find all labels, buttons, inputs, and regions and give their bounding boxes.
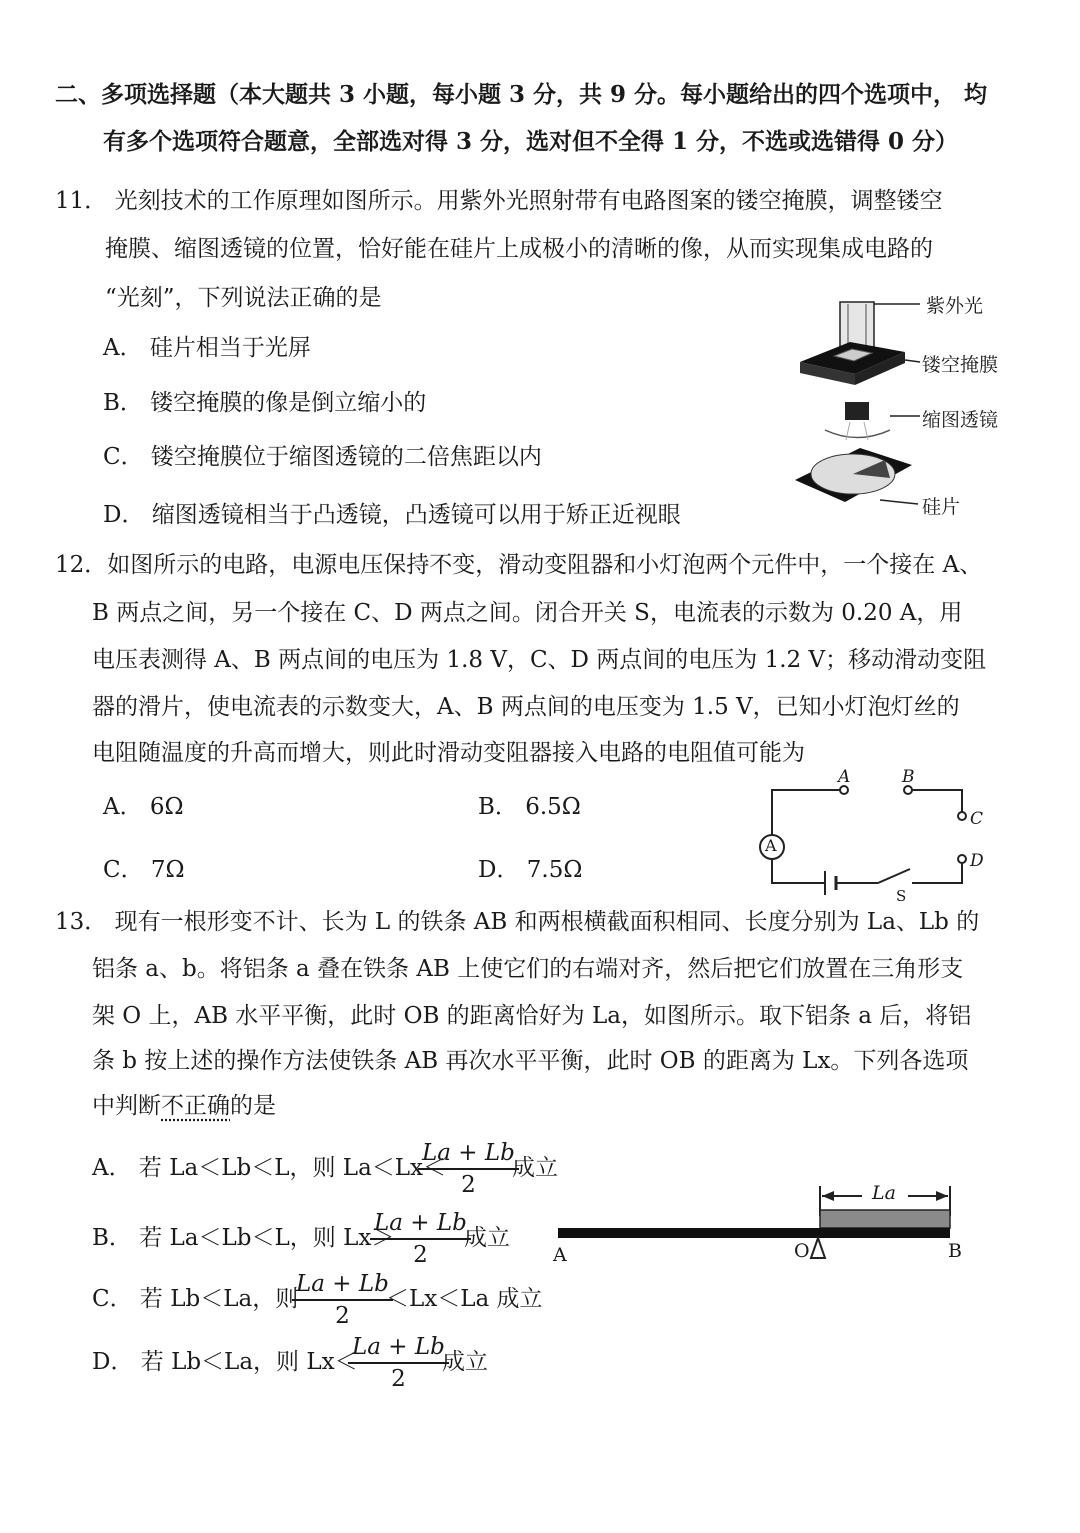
q12-circuit-figure — [750, 765, 1000, 905]
circuit-diagram — [750, 765, 1000, 905]
aluminum-bar-a — [820, 1210, 950, 1228]
fraction-denominator: 2 — [391, 1366, 406, 1392]
fraction-numerator: La + Lb — [418, 1138, 519, 1170]
label-uv-light: 紫外光 — [926, 295, 984, 317]
q13-option-d-fraction — [348, 1332, 449, 1394]
q11-option-c: C． 镂空掩膜位于缩图透镜的二倍焦距以内 — [103, 444, 542, 470]
q13-option-a-suffix: 成立 — [512, 1155, 558, 1181]
q11-stem-line3: “光刻”，下列说法正确的是 — [105, 285, 382, 311]
q13-stem5-pre: 中判断 — [92, 1093, 161, 1119]
label-la: La — [872, 1182, 896, 1204]
q13-option-c-fraction — [292, 1269, 393, 1331]
q12-stem-line1: 12．如图所示的电路，电源电压保持不变，滑动变阻器和小灯泡两个元件中，一个接在 A、 — [55, 552, 983, 578]
q13-option-c-prefix: C． 若 Lb＜La，则 — [92, 1286, 299, 1312]
terminal-b — [904, 786, 912, 794]
q12-stem-line3: 电压表测得 A、B 两点间的电压为 1.8 V，C、D 两点间的电压为 1.2 V；移动滑动变阻 — [92, 647, 987, 673]
q13-stem-line3: 架 O 上，AB 水平平衡，此时 OB 的距离恰好为 La，如图所示。取下铝条 a 后，将铝 — [92, 1003, 972, 1029]
label-b: B — [902, 767, 915, 787]
q13-stem5-emphasis: 不正确 — [161, 1093, 230, 1119]
terminal-d — [958, 855, 966, 863]
label-o: O — [794, 1240, 810, 1262]
q12-option-b: B． 6.5Ω — [478, 794, 581, 820]
label-a: A — [838, 767, 851, 787]
label-wafer: 硅片 — [922, 496, 961, 518]
q13-option-b-fraction — [370, 1208, 471, 1270]
q11-lithography-figure — [790, 290, 1020, 520]
q13-option-a-prefix: A． 若 La＜Lb＜L，则 La＜Lx＜ — [92, 1155, 447, 1181]
q13-stem-line2: 铝条 a、b。将铝条 a 叠在铁条 AB 上使它们的右端对齐，然后把它们放置在三角形支 — [92, 956, 964, 982]
q13-option-a-fraction — [418, 1138, 519, 1200]
q13-stem-line4: 条 b 按上述的操作方法使铁条 AB 再次水平平衡，此时 OB 的距离为 Lx。下列各选项 — [92, 1048, 969, 1074]
q12-option-a: A． 6Ω — [103, 794, 184, 820]
label-mask: 镂空掩膜 — [922, 354, 999, 376]
fraction-numerator: La + Lb — [348, 1332, 449, 1364]
fraction-denominator: 2 — [461, 1172, 476, 1198]
q11-stem-line2: 掩膜、缩图透镜的位置，恰好能在硅片上成极小的清晰的像，从而实现集成电路的 — [105, 236, 933, 262]
fraction-numerator: La + Lb — [370, 1208, 471, 1240]
switch-label: S — [896, 887, 907, 905]
fraction-denominator: 2 — [413, 1242, 428, 1268]
label-a: A — [553, 1244, 567, 1266]
q11-option-a: A． 硅片相当于光屏 — [103, 335, 311, 361]
section-header-line2: 有多个选项符合题意，全部选对得 3 分，选对但不全得 1 分，不选或选错得 0 分） — [103, 128, 959, 155]
q12-option-c: C． 7Ω — [103, 857, 185, 883]
q12-stem-line2: B 两点之间，另一个接在 C、D 两点之间。闭合开关 S，电流表的示数为 0.20 A，用 — [92, 600, 963, 626]
iron-bar-ab — [558, 1228, 950, 1238]
label-lens: 缩图透镜 — [922, 409, 999, 431]
uv-beam — [840, 302, 874, 347]
q13-stem-line5 — [92, 1091, 276, 1121]
q11-stem-line1: 11． 光刻技术的工作原理如图所示。用紫外光照射带有电路图案的镂空掩膜，调整镂空 — [55, 188, 943, 214]
q12-stem-line4: 器的滑片，使电流表的示数变大，A、B 两点间的电压变为 1.5 V，已知小灯泡灯丝的 — [92, 694, 960, 720]
fraction-denominator: 2 — [335, 1303, 350, 1329]
q13-stem-line1: 13． 现有一根形变不计、长为 L 的铁条 AB 和两根横截面积相同、长度分别为 La、Lb 的 — [55, 909, 980, 935]
q13-option-b-prefix: B． 若 La＜Lb＜L，则 Lx＞ — [92, 1225, 395, 1251]
q11-option-b: B． 镂空掩膜的像是倒立缩小的 — [103, 390, 427, 416]
fraction-numerator: La + Lb — [292, 1269, 393, 1301]
reduction-lens — [845, 402, 869, 420]
q12-option-d: D． 7.5Ω — [478, 857, 583, 883]
q12-stem-line5: 电阻随温度的升高而增大，则此时滑动变阻器接入电路的电阻值可能为 — [92, 740, 805, 766]
label-c: C — [970, 809, 984, 829]
label-b: B — [948, 1240, 962, 1262]
terminal-c — [958, 812, 966, 820]
switch-icon — [878, 869, 910, 883]
label-d: D — [970, 851, 984, 871]
q13-lever-figure — [550, 1178, 970, 1278]
ammeter-label: A — [765, 836, 777, 855]
terminal-a — [840, 786, 848, 794]
q13-option-d-prefix: D． 若 Lb＜La，则 Lx＜ — [92, 1349, 358, 1375]
fulcrum-icon — [811, 1238, 825, 1258]
q13-stem5-post: 的是 — [230, 1093, 276, 1119]
q13-option-b-suffix: 成立 — [464, 1225, 510, 1251]
q13-option-d-suffix: 成立 — [442, 1349, 488, 1375]
q11-option-d: D． 缩图透镜相当于凸透镜，凸透镜可以用于矫正近视眼 — [103, 502, 681, 528]
section-header-line1: 二、多项选择题（本大题共 3 小题，每小题 3 分，共 9 分。每小题给出的四个选项中， 均 — [55, 81, 988, 108]
q13-option-c-suffix: ＜Lx＜La 成立 — [386, 1286, 543, 1312]
lever-diagram — [550, 1178, 970, 1278]
